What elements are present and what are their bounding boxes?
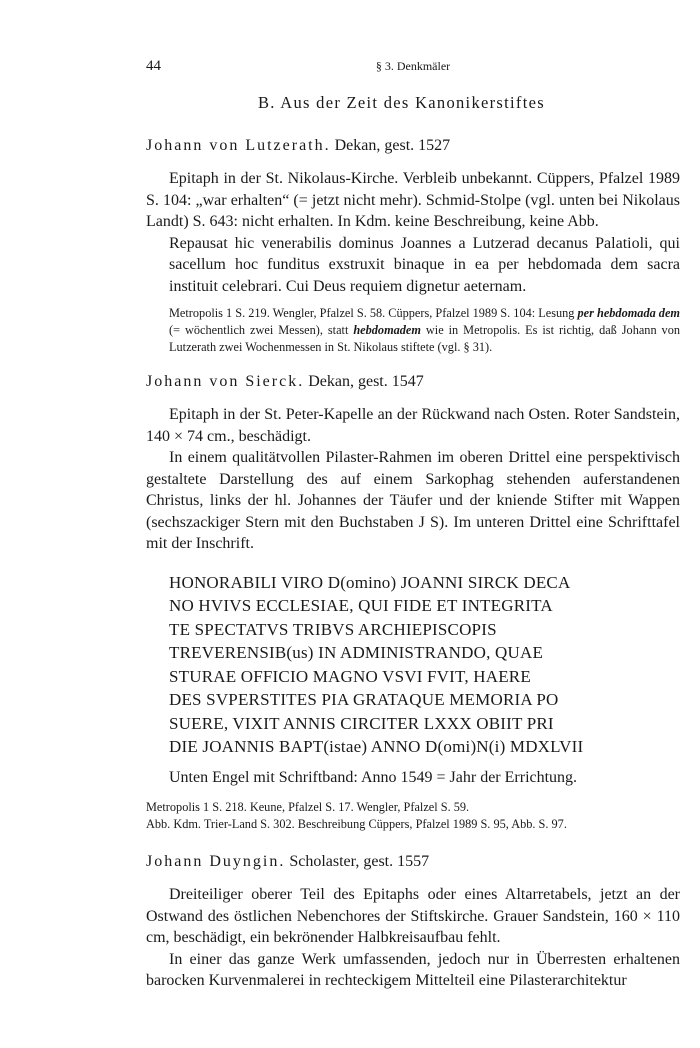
entry-paragraph: Dreiteiliger oberer Teil des Epitaphs oder eines Altarretabels, jetzt an der Ostwand des östlichen Nebenchores der Stiftskirche. Grauer Sandstein, 160 × 110 cm, beschädigt, ein bekrönender Halbkreisaufbau fehlt. xyxy=(146,886,680,946)
entry-paragraph: Unten Engel mit Schriftband: Anno 1549 = Jahr der Errichtung. xyxy=(169,768,578,786)
inscription-block xyxy=(169,571,680,759)
note-text: wie in Metropolis. Es ist richtig, daß Johann von Lutzerath zwei Wochenmessen in St. Nikolaus stiftete (vgl. § 31). xyxy=(169,323,680,354)
entry-paragraph: In einer das ganze Werk umfassenden, jedoch nur in Überresten erhaltenen barocken Kurvenmalerei in rechteckigem Mittelteil eine Pilasterarchitektur xyxy=(146,950,680,989)
inscription-line: HONORABILI VIRO D(omino) JOANNI SIRCK DECA xyxy=(169,572,571,592)
footnote-references: Metropolis 1 S. 218. Keune, Pfalzel S. 17. Wengler, Pfalzel S. 59. xyxy=(146,800,470,814)
inscription-line: TE SPECTATVS TRIBVS ARCHIEPISCOPIS xyxy=(169,619,497,639)
entry-paragraph: Epitaph in der St. Peter-Kapelle an der Rückwand nach Osten. Roter Sandstein, 140 × 74 cm., beschädigt. xyxy=(146,406,680,445)
entry-paragraph: In einem qualitätvollen Pilaster-Rahmen im oberen Drittel eine perspektivisch gestaltete Darstellung des auf einem Sarkophag stehenden auferstandenen Christus, links der hl. Johannes der Täufer und der kniende Stifter mit Wappen (sechszackiger Stern mit den Buchstaben J S). Im unteren Drittel eine Schrifttafel mit der Inschrift. xyxy=(146,449,680,552)
entry-name: Johann Duyngin. xyxy=(146,853,286,870)
inscription-line: SUERE, VIXIT ANNIS CIRCITER LXXX OBIIT PRI xyxy=(169,713,554,733)
note-italic: per hebdomada dem xyxy=(577,306,680,320)
entry-paragraph: Epitaph in der St. Nikolaus-Kirche. Verbleib unbekannt. Cüppers, Pfalzel 1989 S. 104: „war erhalten“ (= jetzt nicht mehr). Schmid-Stolpe (vgl. unten bei Nikolaus Landt) S. 643: nicht erhalten. In Kdm. keine Beschreibung, keine Abb. xyxy=(146,170,680,230)
note-text: Metropolis 1 S. 219. Wengler, Pfalzel S. 58. Cüppers, Pfalzel 1989 S. 104: Lesung xyxy=(169,306,578,320)
footnote-references: Abb. Kdm. Trier-Land S. 302. Beschreibung Cüppers, Pfalzel 1989 S. 95, Abb. S. 97. xyxy=(146,817,567,831)
section-title: B. Aus der Zeit des Kanonikerstiftes xyxy=(258,93,545,112)
inscription-line: NO HVIVS ECCLESIAE, QUI FIDE ET INTEGRITA xyxy=(169,596,553,615)
book-page xyxy=(146,58,680,992)
entry-role: Dekan, gest. 1547 xyxy=(304,373,424,390)
section-reference: § 3. Denkmäler xyxy=(375,59,451,73)
footnote-references xyxy=(169,305,680,356)
entry-name: Johann von Sierck. xyxy=(146,373,305,390)
inscription-line: TREVERENSIB(us) IN ADMINISTRANDO, QUAE xyxy=(169,643,544,662)
entry-heading-sierck xyxy=(146,372,680,392)
entry-role: Scholaster, gest. 1557 xyxy=(285,853,430,870)
entry-heading-duyngin xyxy=(146,852,680,872)
inscription-line: DIE JOANNIS BAPT(istae) ANNO D(omi)N(i) MDXLVII xyxy=(169,737,584,756)
entry-heading-lutzerath xyxy=(146,136,680,156)
note-text: (= wöchentlich zwei Messen), statt xyxy=(169,323,354,337)
latin-inscription: Repausat hic venerabilis dominus Joannes a Lutzerad decanus Palatioli, qui sacellum hoc funditus exstruxit binaque in ea per hebdomada dem sacra instituit celebrari. Cui Deus requiem dignetur aeternam. xyxy=(169,234,680,295)
entry-role: Dekan, gest. 1527 xyxy=(330,137,451,154)
entry-name: Johann von Lutzerath. xyxy=(146,137,331,154)
running-head xyxy=(146,58,680,80)
inscription-line: STURAE OFFICIO MAGNO VSVI FVIT, HAERE xyxy=(169,666,531,686)
note-italic: hebdomadem xyxy=(353,323,421,337)
page-number: 44 xyxy=(146,58,161,74)
inscription-line: DES SVPERSTITES PIA GRATAQUE MEMORIA PO xyxy=(169,690,559,709)
